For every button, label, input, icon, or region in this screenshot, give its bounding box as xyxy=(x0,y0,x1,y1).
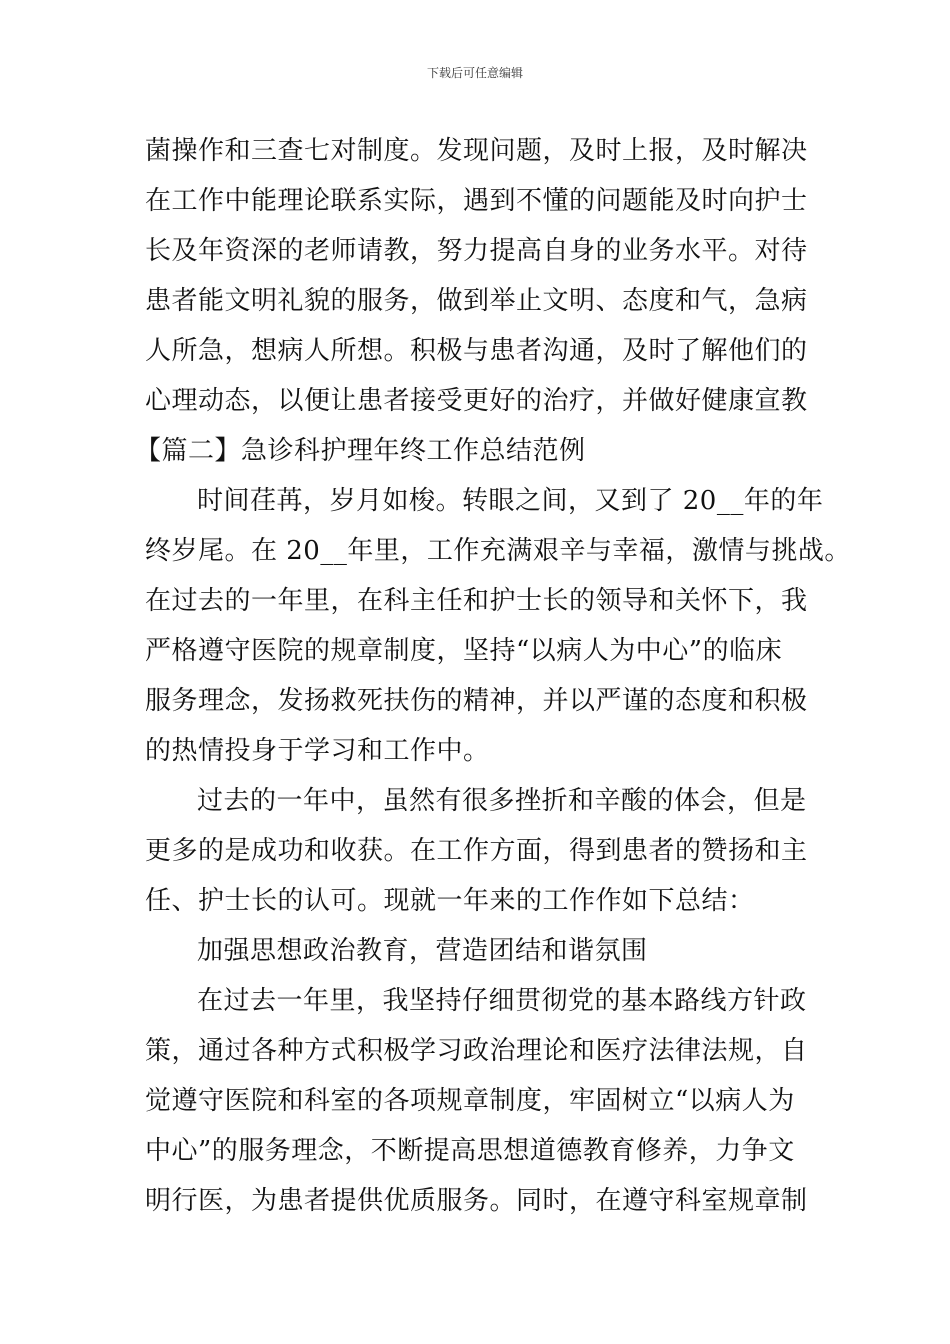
text-line: 心理动态，以便让患者接受更好的治疗，并做好健康宣教 xyxy=(145,386,808,416)
text-line: 在工作中能理论联系实际，遇到不懂的问题能及时向护士 xyxy=(145,186,808,216)
text-line: 任、护士长的认可。现就一年来的工作作如下总结： xyxy=(145,886,755,916)
page-header: 下载后可任意编辑 xyxy=(426,66,523,80)
text-line: 时间荏苒，岁月如梭。转眼之间，又到了 20__年的年 xyxy=(197,486,824,516)
text-line: 严格遵守医院的规章制度，坚持“以病人为中心”的临床 xyxy=(145,636,783,666)
text-line: 明行医，为患者提供优质服务。同时，在遵守科室规章制 xyxy=(145,1186,808,1216)
subheading: 加强思想政治教育，营造团结和谐氛围 xyxy=(197,936,648,966)
text-line: 菌操作和三查七对制度。发现问题，及时上报，及时解决 xyxy=(145,136,808,166)
text-line: 过去的一年中，虽然有很多挫折和辛酸的体会，但是 xyxy=(197,786,807,816)
text-line: 患者能文明礼貌的服务，做到举止文明、态度和气，急病 xyxy=(145,286,808,316)
text-line: 更多的是成功和收获。在工作方面，得到患者的赞扬和主 xyxy=(145,836,808,866)
text-line: 中心”的服务理念，不断提高思想道德教育修养，力争文 xyxy=(145,1136,795,1166)
text-line: 终岁尾。在 20__年里，工作充满艰辛与幸福，激情与挑战。 xyxy=(145,536,851,566)
text-line: 服务理念，发扬救死扶伤的精神，并以严谨的态度和积极 xyxy=(145,686,808,716)
document-body xyxy=(135,126,851,1226)
text-line: 策，通过各种方式积极学习政治理论和医疗法律法规，自 xyxy=(145,1036,808,1066)
text-line: 长及年资深的老师请教，努力提高自身的业务水平。对待 xyxy=(145,236,808,266)
text-line: 在过去一年里，我坚持仔细贯彻党的基本路线方针政 xyxy=(197,986,807,1016)
text-line: 人所急，想病人所想。积极与患者沟通，及时了解他们的 xyxy=(145,336,808,366)
text-line: 觉遵守医院和科室的各项规章制度，牢固树立“以病人为 xyxy=(145,1086,795,1116)
section-heading: 【篇二】急诊科护理年终工作总结范例 xyxy=(135,436,586,466)
text-line: 在过去的一年里，在科主任和护士长的领导和关怀下，我 xyxy=(145,586,808,616)
text-line: 的热情投身于学习和工作中。 xyxy=(145,736,490,766)
